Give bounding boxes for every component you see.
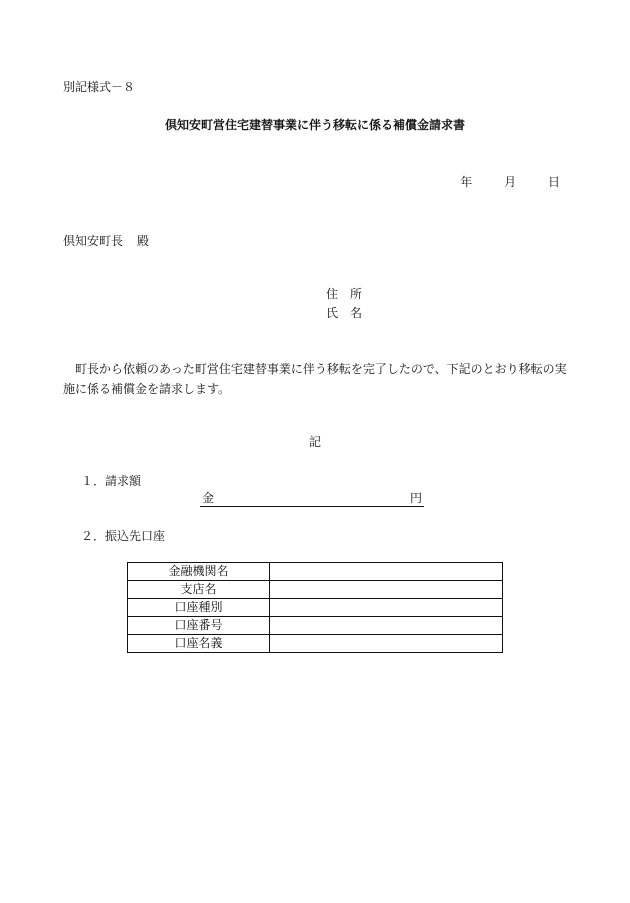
account-type-value — [270, 599, 503, 617]
body-text: 町長から依頼のあった町営住宅建替事業に伴う移転を完了したので、下記のとおり移転の実施に係る補償金を請求します。 — [63, 362, 567, 396]
amount-prefix: 金 — [202, 491, 215, 505]
address-row — [326, 285, 374, 304]
bank-name-value — [270, 563, 503, 581]
table-row — [128, 599, 503, 617]
branch-name-label: 支店名 — [128, 581, 270, 599]
body-paragraph — [63, 359, 573, 399]
amount-unit: 円 — [409, 491, 422, 505]
addressee-honorific: 殿 — [137, 234, 150, 248]
ki-heading: 記 — [308, 435, 321, 449]
table-row — [128, 581, 503, 599]
day-label: 日 — [547, 175, 560, 189]
account-holder-label: 口座名義 — [128, 635, 270, 653]
date-line — [460, 174, 560, 190]
account-holder-value — [270, 635, 503, 653]
table-row — [128, 563, 503, 581]
month-label: 月 — [504, 175, 517, 189]
addressee — [63, 233, 149, 249]
bank-name-label: 金融機関名 — [128, 563, 270, 581]
addressee-name: 倶知安町長 — [63, 234, 124, 248]
form-number: 別記様式－８ — [63, 80, 136, 94]
document-title: 倶知安町営住宅建替事業に伴う移転に係る補償金請求書 — [164, 118, 465, 132]
amount-line — [200, 490, 424, 507]
account-number-label: 口座番号 — [128, 617, 270, 635]
table-row — [128, 617, 503, 635]
item-claim-amount-label: １．請求額 — [81, 474, 142, 488]
account-type-label: 口座種別 — [128, 599, 270, 617]
table-row — [128, 635, 503, 653]
account-number-value — [270, 617, 503, 635]
name-label: 氏 名 — [326, 306, 363, 320]
item-transfer-account-label: ２．振込先口座 — [81, 529, 166, 543]
bank-account-table — [127, 562, 503, 653]
applicant-block — [326, 285, 374, 323]
year-label: 年 — [460, 175, 473, 189]
branch-name-value — [270, 581, 503, 599]
address-label: 住 所 — [326, 287, 363, 301]
name-row — [326, 304, 374, 323]
